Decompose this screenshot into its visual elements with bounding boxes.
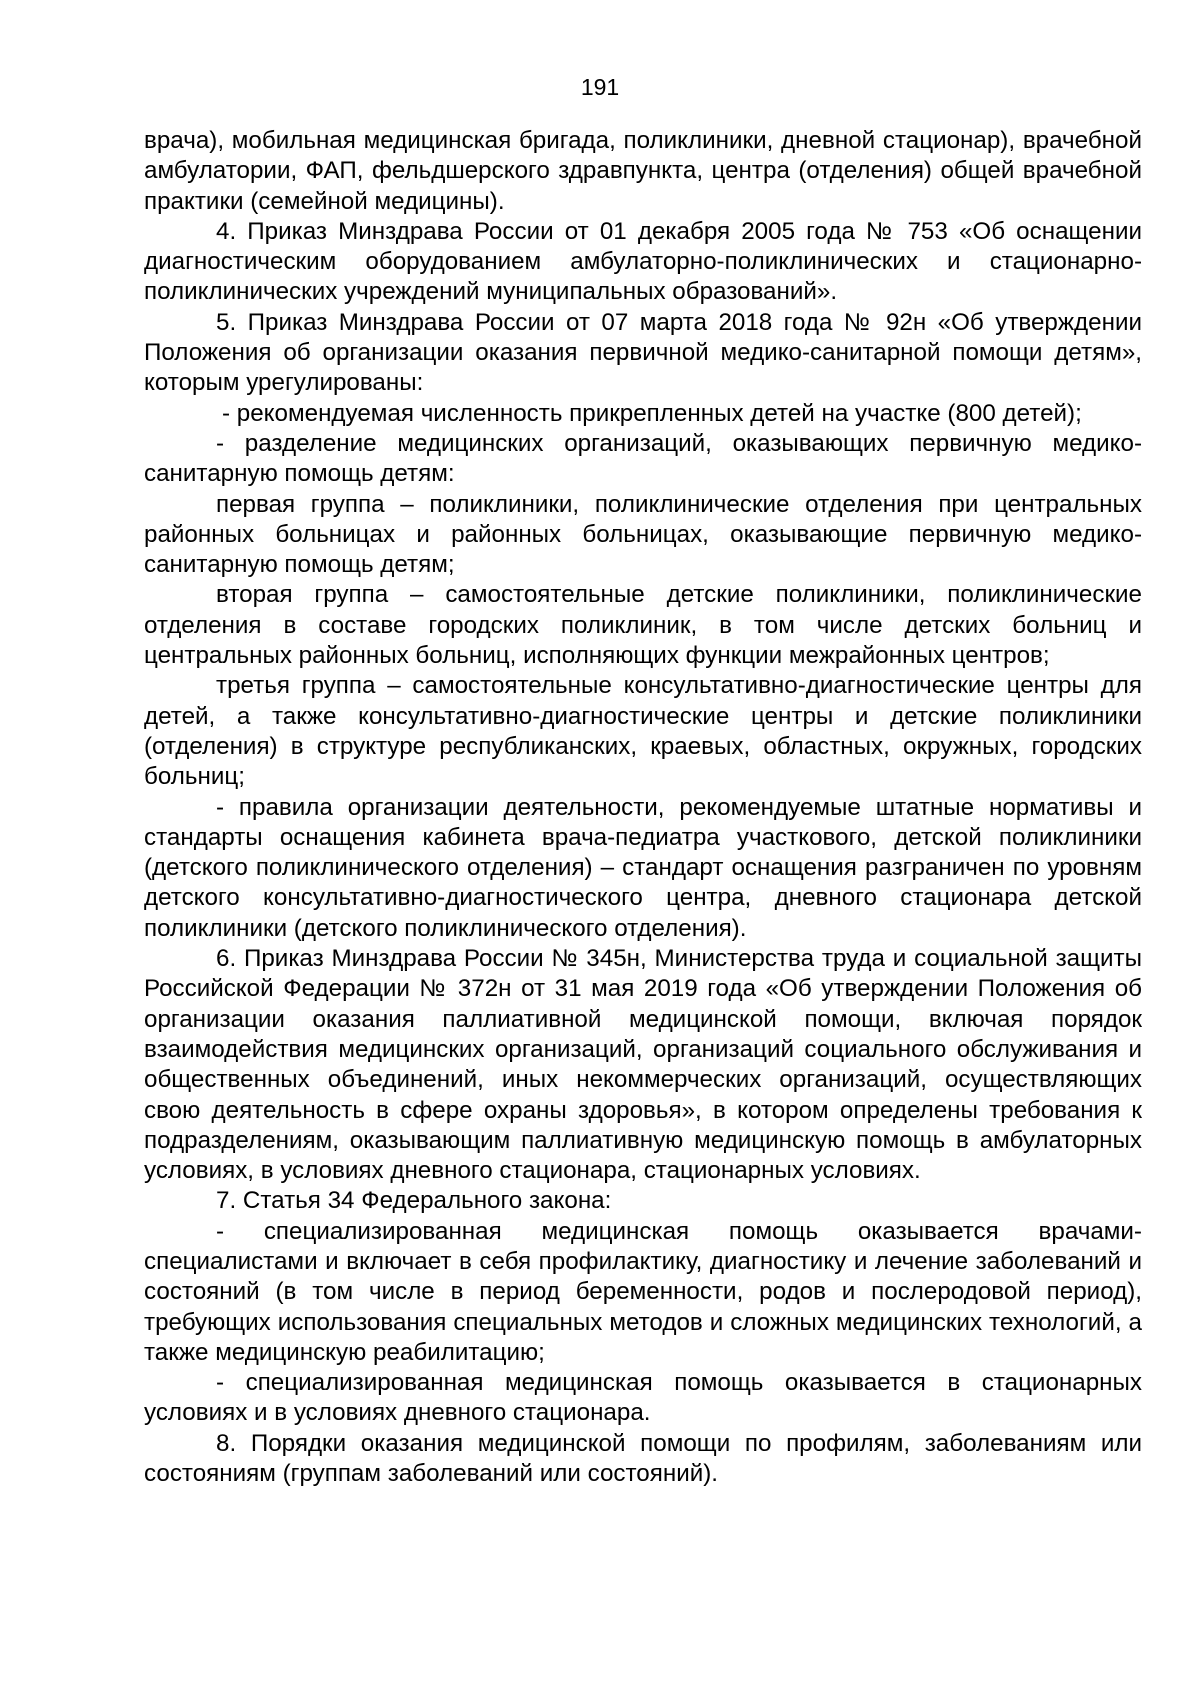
- list-item-7: 7. Статья 34 Федерального закона:: [216, 1187, 612, 1215]
- sub-item-specialized-care: - специализированная медицинская помощь оказывается врачами-специалистами и включает в себя профилактику, диагностику и лечение заболеваний и состояний (в том числе в период беременности, родов и послеродовой период), требующих использования специальных методов и сложных медицинских технологий, а также медицинскую реабилитацию;: [144, 1217, 1142, 1366]
- group-first: первая группа – поликлиники, поликлинические отделения при центральных районных больницах и районных больницах, оказывающие первичную медико-санитарную помощь детям;: [144, 490, 1142, 579]
- list-item-5: 5. Приказ Минздрава России от 07 марта 2018 года № 92н «Об утверждении Положения об организации оказания первичной медико-санитарной помощи детям», которым урегулированы:: [144, 308, 1142, 397]
- paragraph-continuation: врача), мобильная медицинская бригада, поликлиники, дневной стационар), врачебной амбулатории, ФАП, фельдшерского здравпункта, центра (отделения) общей врачебной практики (семейной медицины).: [144, 127, 1142, 215]
- page-number: 191: [580, 74, 620, 100]
- sub-item-division: - разделение медицинских организаций, оказывающих первичную медико-санитарную помощь детям:: [144, 429, 1142, 488]
- list-item-8: 8. Порядки оказания медицинской помощи по профилям, заболеваниям или состояниям (группам заболеваний или состояний).: [144, 1429, 1142, 1488]
- list-item-6: 6. Приказ Минздрава России № 345н, Министерства труда и социальной защиты Российской Федерации № 372н от 31 мая 2019 года «Об утверждении Положения об организации оказания паллиативной медицинской помощи, включая порядок взаимодействия медицинских организаций, организаций социального обслуживания и общественных объединений, иных некоммерческих организаций, осуществляющих свою деятельность в сфере охраны здоровья», в котором определены требования к подразделениям, оказывающим паллиативную медицинскую помощь в амбулаторных условиях, в условиях дневного стационара, стационарных условиях.: [144, 945, 1142, 1185]
- sub-item-children-count: - рекомендуемая численность прикрепленных детей на участке (800 детей);: [222, 399, 1082, 427]
- group-second: вторая группа – самостоятельные детские поликлиники, поликлинические отделения в составе городских поликлиник, в том числе детских больниц и центральных районных больниц, исполняющих функции межрайонных центров;: [144, 581, 1142, 670]
- group-third: третья группа – самостоятельные консультативно-диагностические центры для детей, а также консультативно-диагностические центры и детские поликлиники (отделения) в структуре республиканских, краевых, областных, окружных, городских больниц;: [144, 672, 1142, 791]
- sub-item-inpatient: - специализированная медицинская помощь оказывается в стационарных условиях и в условиях дневного стационара.: [144, 1369, 1142, 1427]
- document-body: [144, 126, 1142, 1489]
- sub-item-rules: - правила организации деятельности, рекомендуемые штатные нормативы и стандарты оснащения кабинета врача-педиатра участкового, детской поликлиники (детского поликлинического отделения) – стандарт оснащения разграничен по уровням детского консультативно-диагностического центра, дневного стационара детской поликлиники (детского поликлинического отделения).: [144, 793, 1142, 942]
- list-item-4: 4. Приказ Минздрава России от 01 декабря 2005 года № 753 «Об оснащении диагностическим оборудованием амбулаторно-поликлинических и стационарно-поликлинических учреждений муниципальных образований».: [144, 217, 1142, 306]
